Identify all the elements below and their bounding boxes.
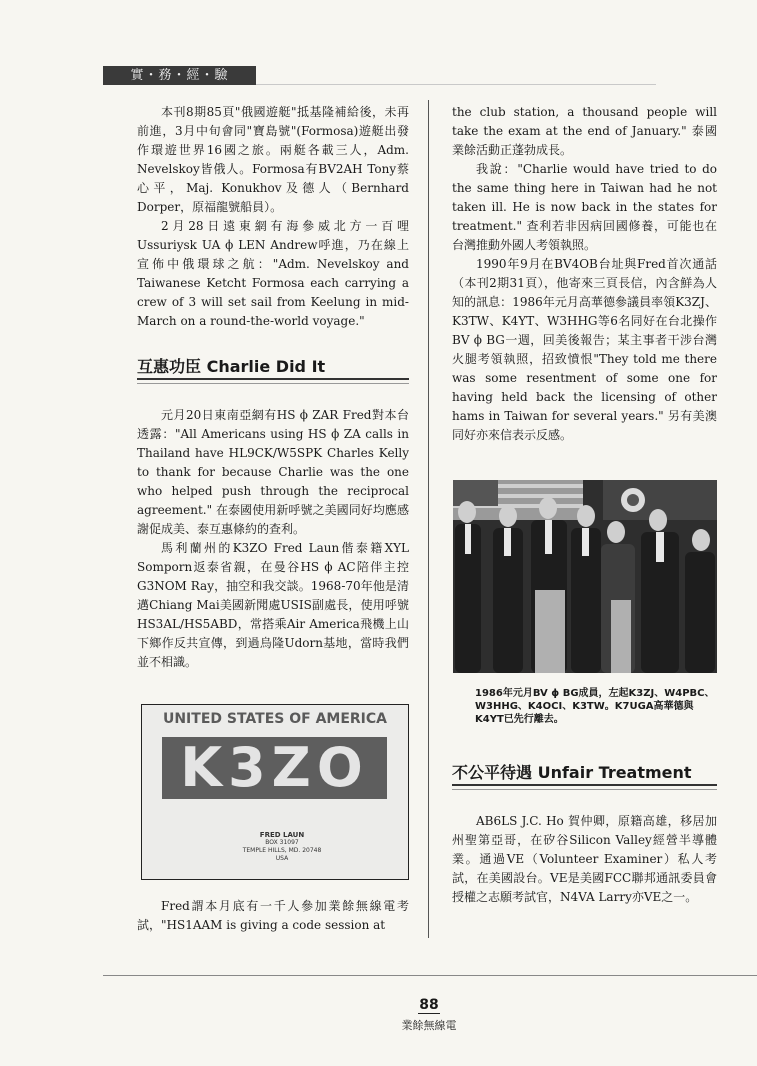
- qsl-nation: USA: [275, 855, 289, 862]
- paragraph: 本刊8期85頁"俄國遊艇"抵基隆補給後，未再前進，3月中旬會同"寶島號"(Formosa)遊艇出發作環遊世界16國之旅。兩艇各載三人，Adm. Nevelskoy皆俄人。Formosa有BV2AH Tony蔡心平，Maj. Konukhov及德人（Bernhard Dorper，原福龍號船員）。: [137, 105, 409, 214]
- qsl-box: BOX 31097: [265, 839, 299, 846]
- section-title-rule: [452, 789, 717, 790]
- column-divider: [428, 100, 429, 938]
- left-section-charlie: [137, 357, 409, 672]
- paragraph: 元月20日東南亞網有HS ϕ ZAR Fred對本台透露："All Americans using HS ϕ ZA calls in Thailand have HL9CK/W5SPK Charles Kelly to thank for because Charlie was the one who helped push through the reciprocal agreement." 在泰國使用新呼號之美國同好均應感謝促成美、泰互惠條約的查利。: [137, 408, 409, 536]
- qsl-name: FRED LAUN: [259, 831, 305, 839]
- publication-title: 業餘無線電: [401, 1019, 457, 1032]
- footer-rule: [103, 975, 757, 976]
- section-title-rule: [137, 383, 409, 384]
- section-title: 不公平待遇 Unfair Treatment: [452, 763, 717, 786]
- group-photo: [453, 480, 717, 673]
- section-header-label: 實・務・經・驗: [130, 68, 229, 83]
- paragraph: 馬利蘭州的K3ZO Fred Laun偕泰籍XYL Somporn返泰省親，在曼谷HS ϕ AC陪伴主控G3NOM Ray，抽空和我交談。1968-70年他是清邁Chiang Mai美國新聞處USIS副處長，使用呼號HS3AL/HS5ABD，常搭乘Air America飛機上山下鄉作反共宣傳，到過烏隆Udorn基地，當時我們並不相識。: [137, 541, 409, 669]
- right-column-top: [452, 103, 717, 445]
- qsl-city: TEMPLE HILLS, MD. 20748: [242, 847, 322, 854]
- section-header-badge: [103, 66, 256, 85]
- paragraph: 我說："Charlie would have tried to do the same thing here in Taiwan had he not taken ill. He is now back in the states for treatment." 查利若非因病回國修養，可能也在台灣推動外國人考領執照。: [452, 162, 717, 252]
- paragraph: the club station, a thousand people will take the exam at the end of January." 泰國業餘活動正蓬勃成長。: [452, 105, 717, 157]
- right-section-unfair: [452, 763, 717, 907]
- left-column-top: [137, 103, 409, 331]
- qsl-address: [242, 831, 322, 863]
- section-title: 互惠功臣 Charlie Did It: [137, 357, 409, 380]
- page-number: 88: [419, 997, 439, 1013]
- header-rule: [256, 84, 656, 85]
- paragraph: Fred謂本月底有一千人參加業餘無線電考試，"HS1AAM is giving a code session at: [137, 899, 409, 932]
- qsl-card-image: [141, 704, 409, 880]
- left-column-bottom: [137, 897, 409, 935]
- qsl-callsign: K3ZO: [162, 737, 387, 799]
- paragraph: 2月28日遠東網有海參威北方一百哩Ussuriysk UA ϕ LEN Andrew呼進，乃在線上宣佈中俄環球之航："Adm. Nevelskoy and Taiwanese Ketcht Formosa each carrying a crew of 3 will set sail from Keelung in mid-March on a round-the-world voyage.": [137, 219, 409, 328]
- paragraph: AB6LS J.C. Ho 賀仲卿，原籍高雄，移居加州聖第亞哥，在矽谷Silicon Valley經營半導體業。通過VE（Volunteer Examiner）私人考試，在美國設台。VE是美國FCC聯邦通訊委員會授權之志願考試官，N4VA Larry亦VE之一。: [452, 814, 717, 904]
- qsl-country: UNITED STATES OF AMERICA: [162, 711, 388, 727]
- page-number-underline: [418, 1013, 440, 1014]
- group-photo-drawing: [453, 480, 717, 673]
- paragraph: 1990年9月在BV4OB台址與Fred首次通話（本刊2期31頁），他寄來三頁長信，內含鮮為人知的訊息：1986年元月高華德參議員率領K3ZJ、K3TW、K4YT、W3HHG等6名同好在台北操作BV ϕ BG一週，回美後報告；某主事者干涉台灣火腿考領執照，招致憤恨"They told me there was some resentment of some one for having held back the licensing of other hams in Taiwan for several years." 另有美澳同好亦來信表示反感。: [452, 257, 717, 442]
- photo-caption: 1986年元月BV ϕ BG成員，左起K3ZJ、W4PBC、W3HHG、K4OCI、K3TW。K7UGA高華德與K4YT已先行離去。: [475, 688, 715, 725]
